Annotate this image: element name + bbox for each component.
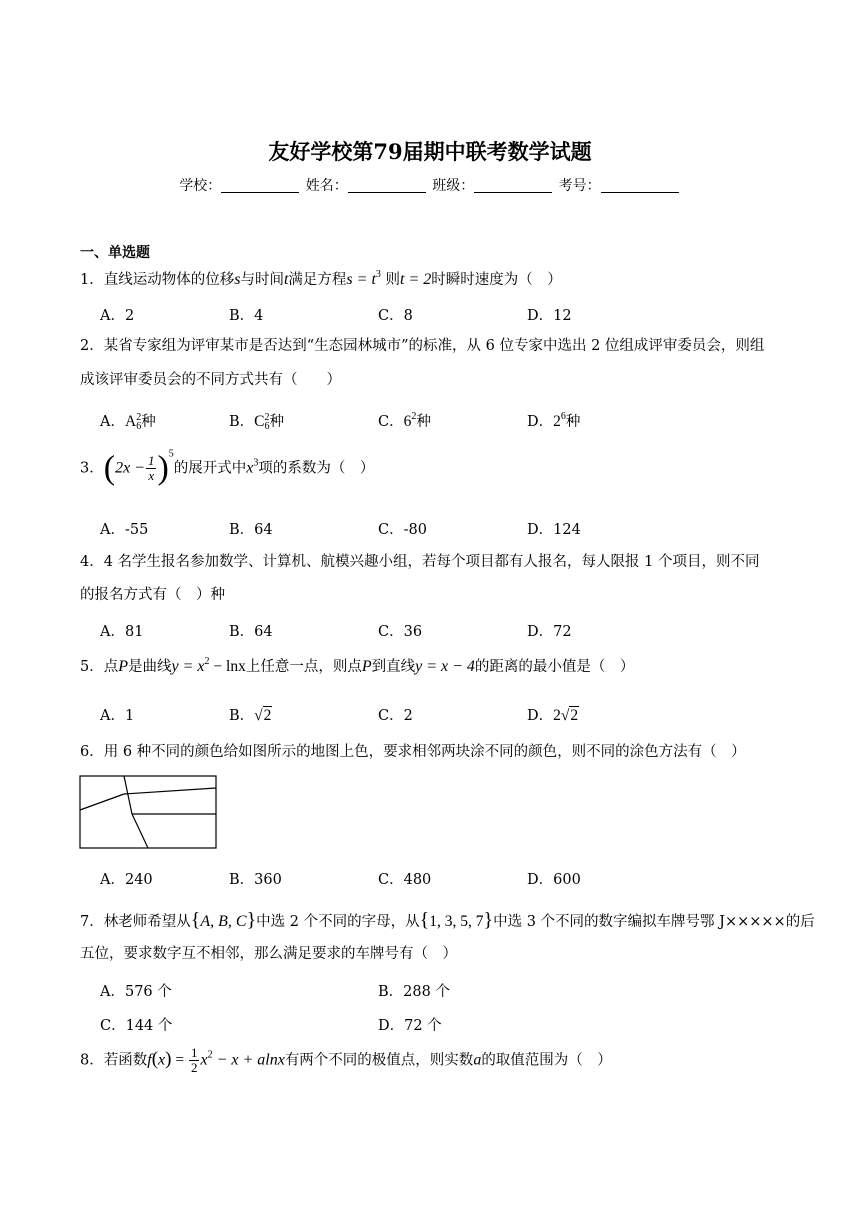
q4-option-b: B．64: [229, 624, 273, 640]
q7-option-c: C．144 个: [100, 1018, 173, 1034]
question-6: 6．用 6 种不同的颜色给如图所示的地图上色，要求相邻两块涂不同的颜色，则不同的涂色方法有（ ）: [80, 744, 746, 760]
section-heading: 一、单选题: [80, 245, 150, 261]
q2-option-c: C．$6^2$种: [378, 411, 431, 430]
question-8: 8．若函数f(x) = $\frac{1}{2}$ $x^2 - x + alnx$有两个不同的极值点，则实数a的取值范围为（ ）: [80, 1045, 612, 1075]
q6-option-b: B．360: [229, 872, 282, 888]
q3-option-b: B．64: [229, 522, 273, 538]
q7-option-d: D．72 个: [378, 1018, 442, 1034]
q6-option-a: A．240: [100, 872, 153, 888]
q5-option-d: D．2√2: [527, 707, 579, 724]
number-blank: [601, 178, 679, 193]
q1-option-d: D．12: [527, 308, 572, 324]
question-7-line-1: 7．林老师希望从{A, B, C}中选 2 个不同的字母，从{1, 3, 5, 7}中选 3 个不同的数字编拟车牌号鄂 J×××××的后: [80, 909, 815, 931]
q6-option-c: C．480: [378, 872, 432, 888]
q5-option-c: C．2: [378, 708, 413, 724]
q3-option-d: D．124: [527, 522, 581, 538]
q2-option-a: A．A 2 6 种: [100, 412, 156, 432]
school-label: 学校：: [179, 178, 222, 194]
question-3: 3．(2x − $\frac{1}{x}$ )$^5$的展开式中$x^3$项的系数为（ ）: [80, 448, 375, 487]
q6-option-d: D．600: [527, 872, 581, 888]
q5-option-a: A．1: [100, 708, 135, 724]
question-2-line-1: 2．某省专家组为评审某市是否达到“生态园林城市”的标准，从 6 位专家中选出 2 位组成评审委员会，则组: [80, 338, 765, 354]
q1-option-b: B．4: [229, 308, 264, 324]
q1-option-c: C．8: [378, 308, 413, 324]
number-label: 考号：: [558, 178, 601, 194]
question-4-line-1: 4．4 名学生报名参加数学、计算机、航模兴趣小组，若每个项目都有人报名，每人限报 1 个项目，则不同: [80, 554, 760, 570]
school-blank: [221, 178, 299, 193]
class-blank: [474, 178, 552, 193]
question-5: 5．点P是曲线$y = x^2 - \ln x$上任意一点，则点P到直线y = x − 4的距离的最小值是（ ）: [80, 656, 635, 675]
student-info: [0, 175, 860, 195]
name-label: 姓名：: [305, 178, 348, 194]
question-4-line-2: 的报名方式有（ ）种: [80, 587, 225, 603]
q3-option-c: C．-80: [378, 522, 427, 538]
q2-option-d: D．$2^6$种: [527, 411, 581, 430]
class-label: 班级：: [432, 178, 475, 194]
q7-option-b: B．288 个: [378, 984, 450, 1000]
q4-option-c: C．36: [378, 624, 423, 640]
q7-option-a: A．576 个: [100, 984, 172, 1000]
page-title: 友好学校第79届期中联考数学试题: [268, 139, 592, 164]
q1-option-a: A．2: [100, 308, 135, 324]
name-blank: [348, 178, 426, 193]
question-7-line-2: 五位，要求数字互不相邻，那么满足要求的车牌号有（ ）: [80, 946, 457, 962]
q5-option-b: B．√2: [229, 707, 272, 724]
map-figure: [79, 775, 219, 851]
q4-option-d: D．72: [527, 624, 572, 640]
question-2-line-2: 成该评审委员会的不同方式共有（ ）: [80, 372, 341, 388]
question-1: 1．直线运动物体的位移s与时间t满足方程$s = t^3$ 则t = 2时瞬时速度为（ ）: [80, 269, 562, 288]
q3-option-a: A．-55: [100, 522, 149, 538]
q4-option-a: A．81: [100, 624, 144, 640]
q2-option-b: B．C 2 6 种: [229, 412, 284, 432]
